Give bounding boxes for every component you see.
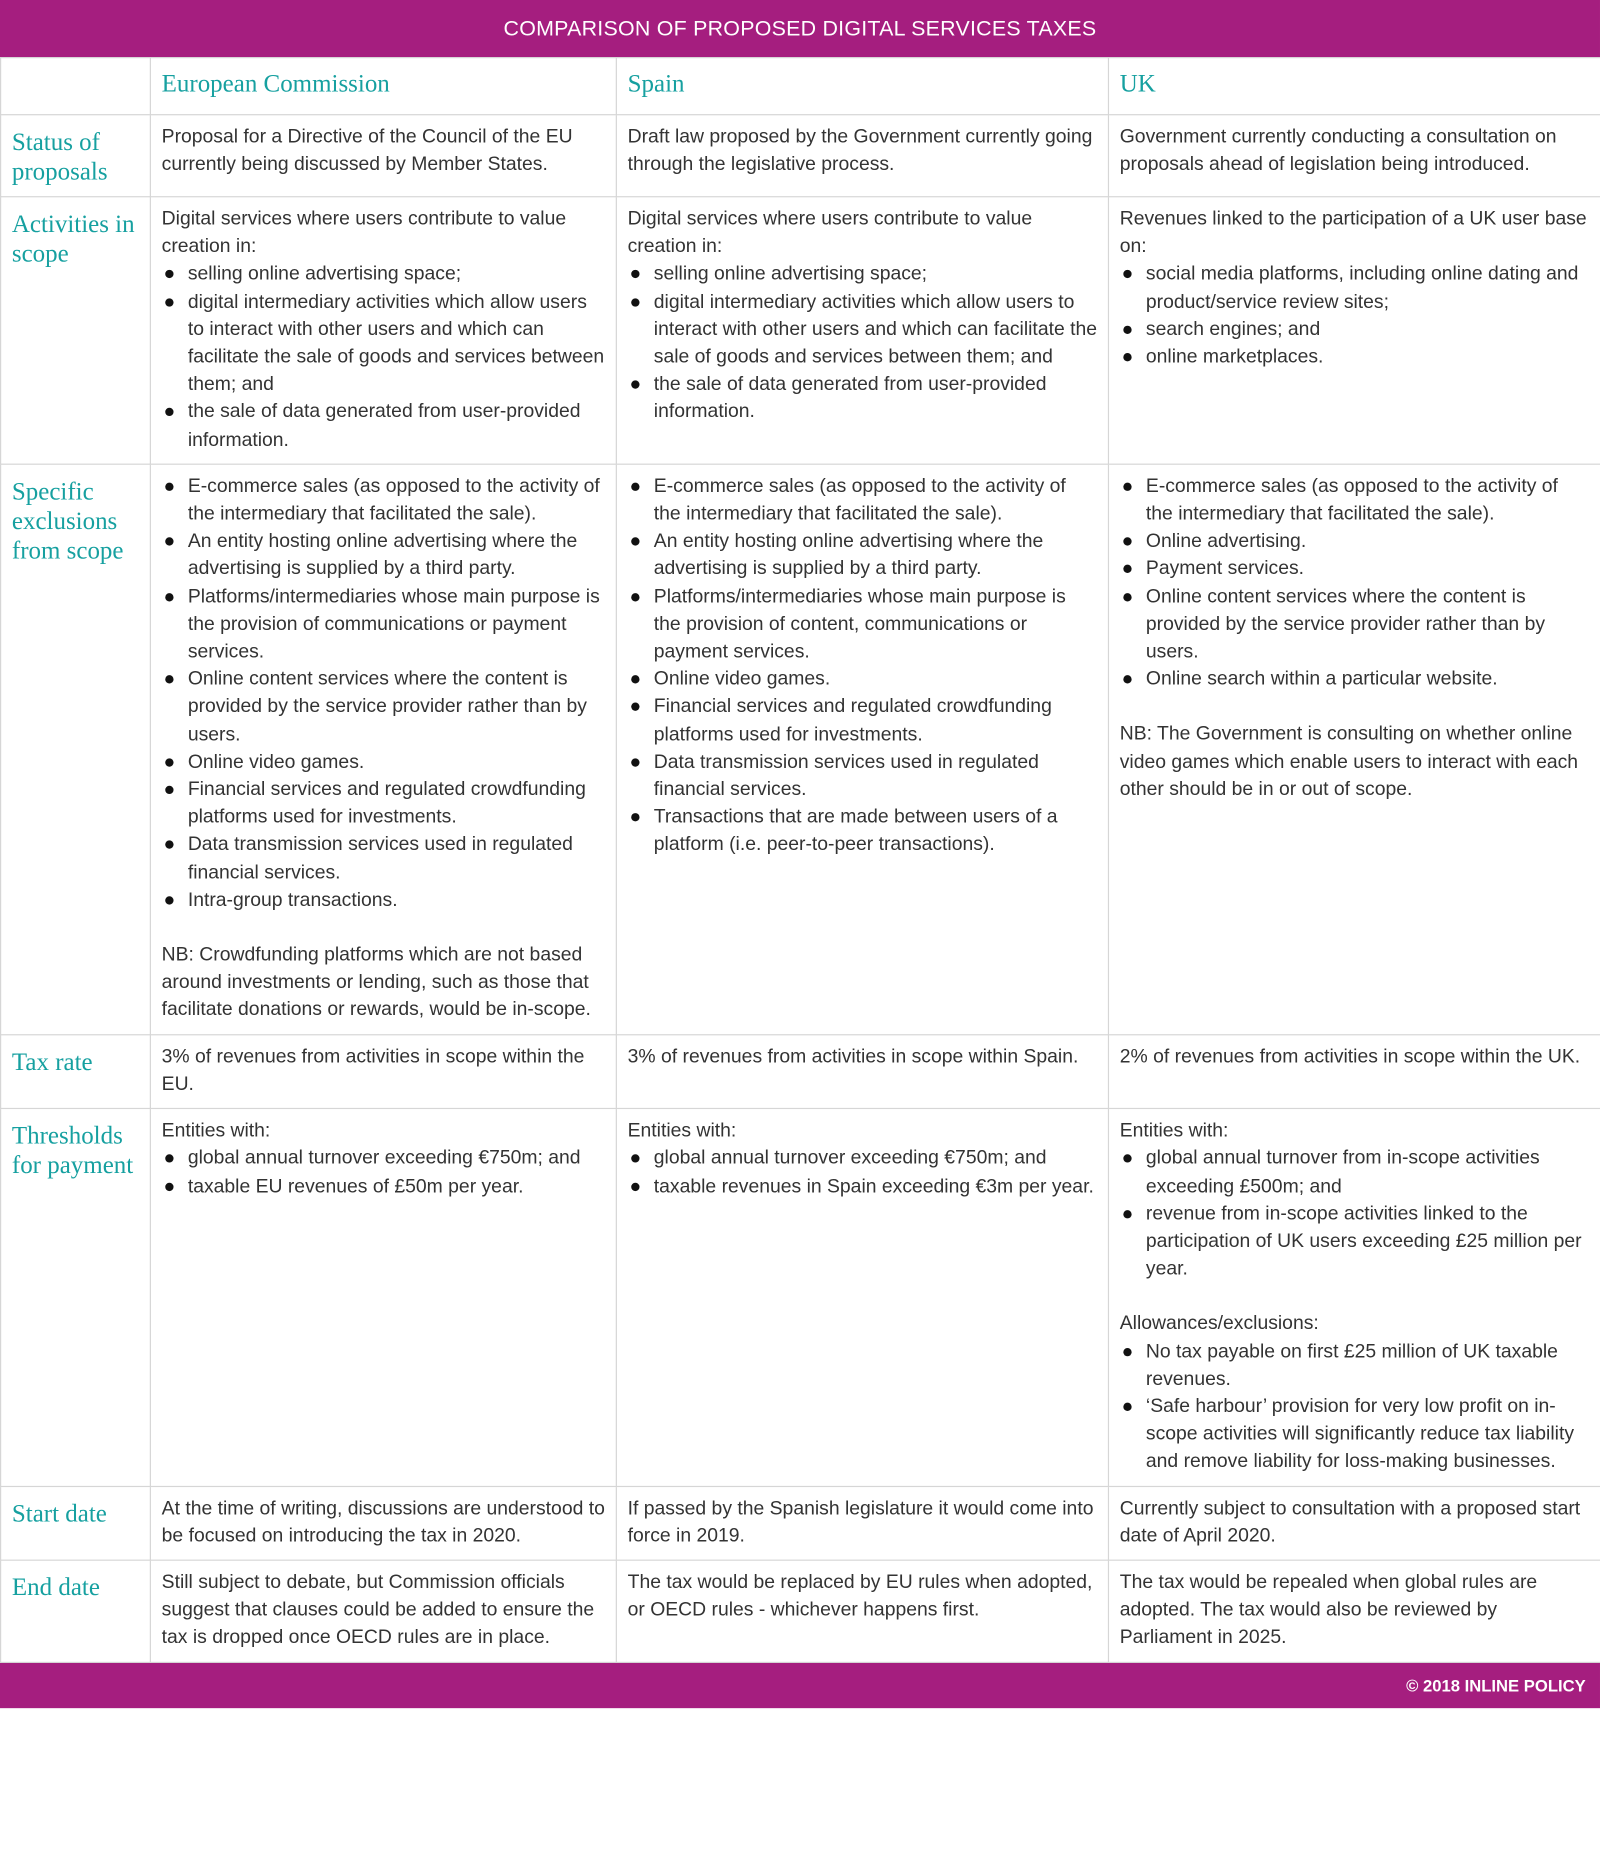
table-row — [1, 1486, 1600, 1560]
row-header: Start date — [1, 1486, 151, 1560]
cell-text: At the time of writing, discussions are understood to be focused on introducing the tax in 2020. — [161, 1497, 605, 1547]
list-item: digital intermediary activities which allow users to interact with other users and which can facilitate the sale of goods and services between them; and — [654, 288, 1097, 371]
bullet-list — [162, 473, 605, 914]
list-item: online marketplaces. — [1146, 344, 1589, 372]
list-item: E-commerce sales (as opposed to the activity of the intermediary that facilitated the sale). — [654, 473, 1097, 528]
bullet-list — [1120, 473, 1590, 694]
column-header-spain: Spain — [616, 58, 1108, 115]
table-cell-european-commission — [150, 464, 616, 1034]
list-item: ‘Safe harbour’ provision for very low profit on in-scope activities will significantly reduce tax liability and remove liability for loss-making businesses. — [1146, 1393, 1589, 1476]
list-item: No tax payable on first £25 million of UK taxable revenues. — [1146, 1338, 1589, 1393]
table-cell-spain — [616, 1034, 1108, 1108]
table-row — [1, 464, 1600, 1034]
column-header-uk: UK — [1108, 58, 1600, 115]
list-item: An entity hosting online advertising where the advertising is supplied by a third party. — [654, 528, 1097, 583]
list-item: Data transmission services used in regulated financial services. — [654, 749, 1097, 804]
list-item: Payment services. — [1146, 556, 1589, 584]
cell-text: Digital services where users contribute to value creation in: — [627, 208, 1033, 258]
table-row — [1, 1034, 1600, 1108]
table-cell-european-commission — [150, 115, 616, 197]
list-item: An entity hosting online advertising where the advertising is supplied by a third party. — [188, 528, 605, 583]
list-item: social media platforms, including online dating and product/service review sites; — [1146, 261, 1589, 316]
footer-banner — [0, 1662, 1600, 1707]
list-item: Transactions that are made between users of a platform (i.e. peer-to-peer transactions). — [654, 804, 1097, 859]
table-cell-european-commission — [150, 1560, 616, 1662]
row-header: Activities in scope — [1, 197, 151, 464]
table-cell-uk — [1108, 115, 1600, 197]
table-body — [1, 58, 1600, 1662]
cell-text: If passed by the Spanish legislature it would come into force in 2019. — [627, 1497, 1094, 1547]
list-item: revenue from in-scope activities linked to the participation of UK users exceeding £25 million per year. — [1146, 1200, 1589, 1283]
table-cell-spain — [616, 1486, 1108, 1560]
list-item: the sale of data generated from user-provided information. — [188, 399, 605, 454]
table-row — [1, 1560, 1600, 1662]
copyright-text: © 2018 INLINE POLICY — [1406, 1675, 1586, 1695]
table-cell-uk — [1108, 197, 1600, 464]
cell-text: Digital services where users contribute to value creation in: — [161, 208, 567, 258]
table-cell-uk — [1108, 1109, 1600, 1486]
list-item: Intra-group transactions. — [188, 887, 605, 915]
table-cell-uk — [1108, 1560, 1600, 1662]
list-item: Online content services where the content is provided by the service provider rather than by users. — [188, 666, 605, 749]
table-cell-european-commission — [150, 197, 616, 464]
list-item: digital intermediary activities which allow users to interact with other users and which can facilitate the sale of goods and services between them; and — [188, 288, 605, 398]
page-title: COMPARISON OF PROPOSED DIGITAL SERVICES TAXES — [503, 16, 1097, 40]
table-cell-spain — [616, 464, 1108, 1034]
list-item: Online search within a particular website. — [1146, 666, 1589, 694]
title-banner — [0, 0, 1600, 57]
list-item: Online video games. — [654, 666, 1097, 694]
row-header: Specific exclusions from scope — [1, 464, 151, 1034]
list-item: selling online advertising space; — [654, 261, 1097, 289]
table-cell-spain — [616, 1109, 1108, 1486]
cell-text: The tax would be replaced by EU rules when adopted, or OECD rules - whichever happens first. — [627, 1571, 1093, 1621]
table-cell-spain — [616, 197, 1108, 464]
table-cell-uk — [1108, 464, 1600, 1034]
cell-text: Entities with: — [161, 1119, 271, 1142]
list-item: Online advertising. — [1146, 528, 1589, 556]
cell-note: NB: The Government is consulting on whether online video games which enable users to interact with each other should be in or out of scope. — [1119, 723, 1579, 800]
bullet-list — [1120, 1145, 1590, 1283]
list-item: selling online advertising space; — [188, 261, 605, 289]
cell-text: 3% of revenues from activities in scope within Spain. — [627, 1045, 1079, 1068]
list-item: E-commerce sales (as opposed to the activity of the intermediary that facilitated the sale). — [1146, 473, 1589, 528]
cell-text: Draft law proposed by the Government currently going through the legislative process. — [627, 126, 1093, 175]
bullet-list — [628, 473, 1098, 859]
row-header: End date — [1, 1560, 151, 1662]
bullet-list — [628, 1145, 1098, 1200]
bullet-list — [1120, 1338, 1590, 1476]
column-header-blank — [1, 58, 151, 115]
list-item: Data transmission services used in regulated financial services. — [188, 831, 605, 886]
list-item: Financial services and regulated crowdfunding platforms used for investments. — [188, 776, 605, 831]
list-item: search engines; and — [1146, 316, 1589, 344]
table-cell-uk — [1108, 1034, 1600, 1108]
list-item: global annual turnover exceeding €750m; and — [188, 1145, 605, 1173]
list-item: taxable EU revenues of £50m per year. — [188, 1173, 605, 1201]
list-item: the sale of data generated from user-provided information. — [654, 371, 1097, 426]
table-header-row — [1, 58, 1600, 115]
cell-text: Currently subject to consultation with a proposed start date of April 2020. — [1119, 1497, 1581, 1547]
cell-note: NB: Crowdfunding platforms which are not based around investments or lending, such as those that facilitate donations or rewards, would be in-scope. — [161, 943, 591, 1021]
cell-text: 2% of revenues from activities in scope within the UK. — [1119, 1045, 1581, 1068]
list-item: taxable revenues in Spain exceeding €3m per year. — [654, 1173, 1097, 1201]
list-item: E-commerce sales (as opposed to the activity of the intermediary that facilitated the sale). — [188, 473, 605, 528]
bullet-list — [1120, 261, 1590, 371]
table-cell-european-commission — [150, 1034, 616, 1108]
table-cell-uk — [1108, 1486, 1600, 1560]
cell-text: Entities with: — [1119, 1119, 1229, 1142]
comparison-table — [0, 57, 1600, 1662]
table-cell-spain — [616, 115, 1108, 197]
table-row — [1, 1109, 1600, 1486]
table-row — [1, 115, 1600, 197]
cell-text: Government currently conducting a consultation on proposals ahead of legislation being introduced. — [1119, 126, 1557, 175]
bullet-list — [628, 261, 1098, 426]
cell-text: Proposal for a Directive of the Council of the EU currently being discussed by Member States. — [161, 126, 573, 175]
row-header: Status of proposals — [1, 115, 151, 197]
cell-text: 3% of revenues from activities in scope within the EU. — [161, 1045, 585, 1095]
list-item: Financial services and regulated crowdfunding platforms used for investments. — [654, 694, 1097, 749]
list-item: Online content services where the content is provided by the service provider rather than by users. — [1146, 583, 1589, 666]
bullet-list — [162, 1145, 605, 1200]
list-item: global annual turnover from in-scope activities exceeding £500m; and — [1146, 1145, 1589, 1200]
list-item: Platforms/intermediaries whose main purpose is the provision of content, communications or payment services. — [654, 583, 1097, 666]
row-header: Thresholds for payment — [1, 1109, 151, 1486]
row-header: Tax rate — [1, 1034, 151, 1108]
cell-text: Entities with: — [627, 1119, 737, 1142]
list-item: Online video games. — [188, 749, 605, 777]
cell-text: The tax would be repealed when global rules are adopted. The tax would also be reviewed by Parliament in 2025. — [1119, 1571, 1538, 1648]
list-item: Platforms/intermediaries whose main purpose is the provision of communications or payment services. — [188, 583, 605, 666]
cell-text: Revenues linked to the participation of a UK user base on: — [1119, 208, 1587, 258]
column-header-european-commission: European Commission — [150, 58, 616, 115]
list-item: global annual turnover exceeding €750m; and — [654, 1145, 1097, 1173]
table-row — [1, 197, 1600, 464]
table-cell-european-commission — [150, 1109, 616, 1486]
cell-subheading: Allowances/exclusions: — [1119, 1312, 1319, 1335]
bullet-list — [162, 261, 605, 454]
cell-text: Still subject to debate, but Commission officials suggest that clauses could be added to ensure the tax is dropped once OECD rules are in place. — [161, 1571, 595, 1648]
table-cell-european-commission — [150, 1486, 616, 1560]
table-cell-spain — [616, 1560, 1108, 1662]
